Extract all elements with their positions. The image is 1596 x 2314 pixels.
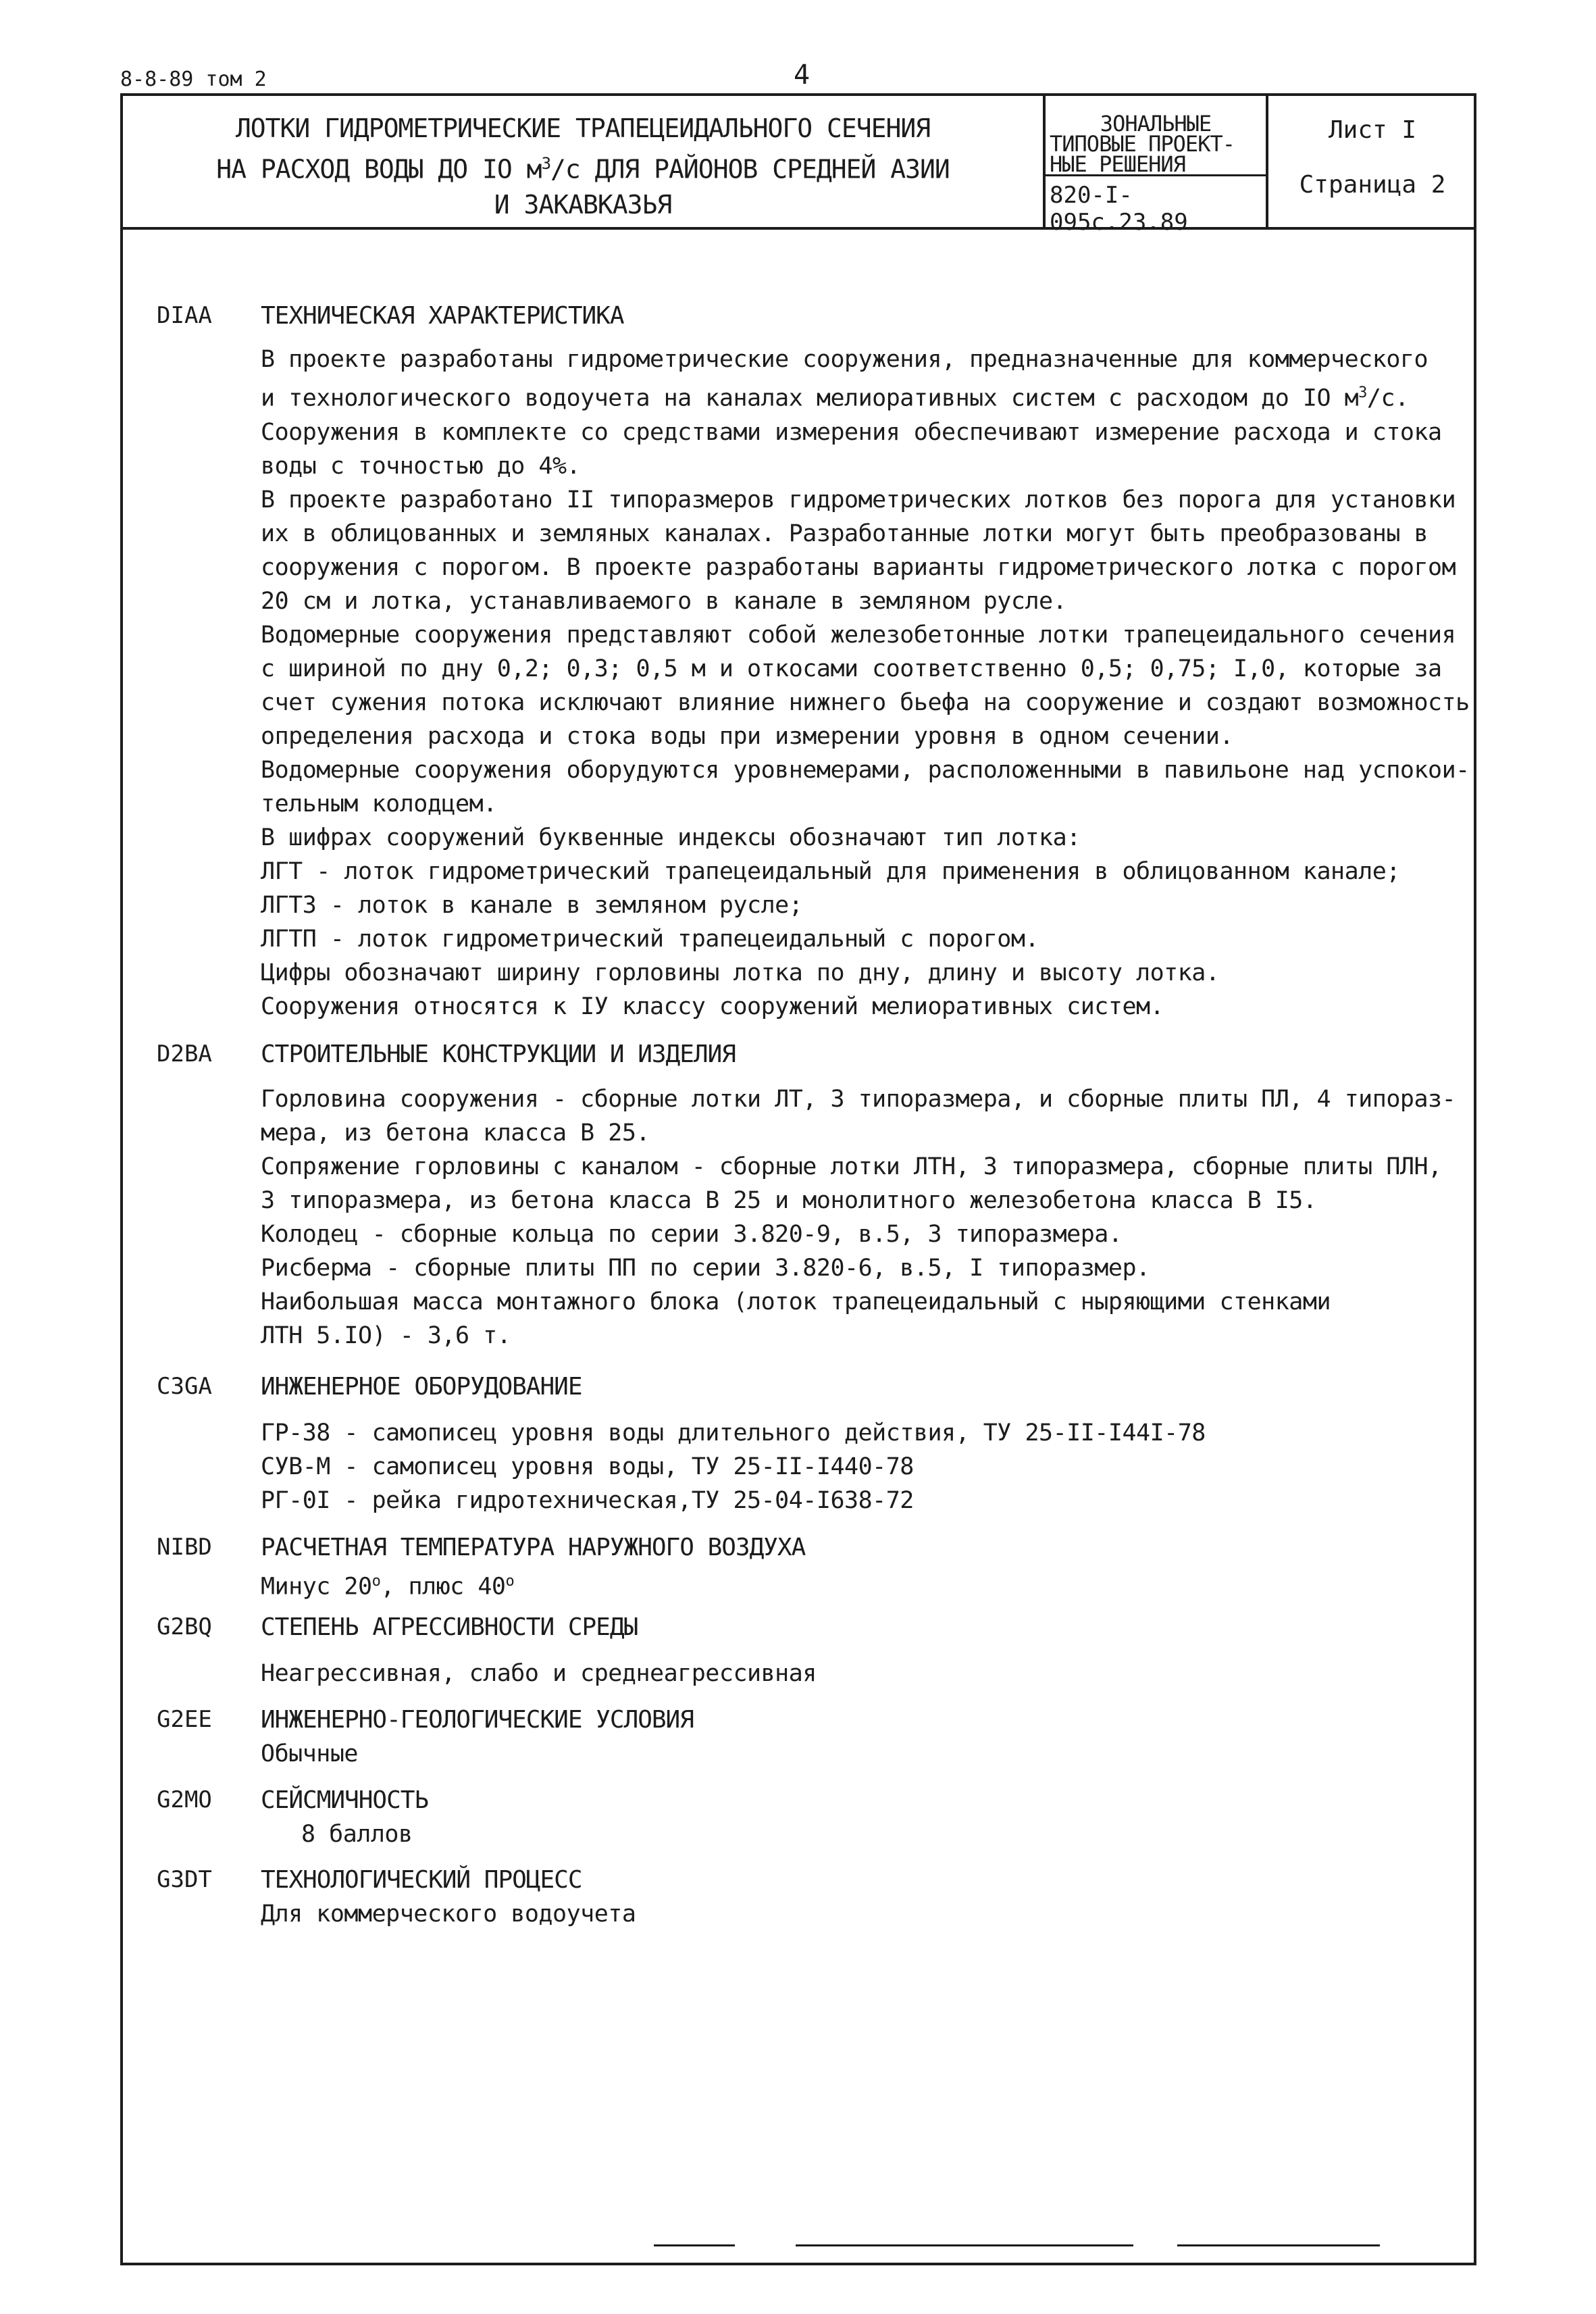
text-line: мера, из бетона класса В 25. [261, 1120, 650, 1147]
text-line: 3 типоразмера, из бетона класса В 25 и монолитного железобетона класса В I5. [261, 1187, 1317, 1214]
text-line: ЛГТ - лоток гидрометрический трапецеидальный для применения в облицованном канале; [261, 857, 1400, 885]
text-line: ГР-38 - самописец уровня воды длительного действия, ТУ 25-II-I44I-78 [261, 1419, 1206, 1447]
section-body [261, 1416, 1449, 1517]
text-line: ЛГТЗ - лоток в канале в земляном русле; [261, 891, 803, 919]
exponent: 3 [1358, 384, 1367, 401]
text-line: Наибольшая масса монтажного блока (лоток трапецеидальный с ныряющими стенками [261, 1288, 1331, 1315]
text-line: Сопряжение горловины с каналом - сборные лотки ЛТН, 3 типоразмера, сборные плиты ПЛН, [261, 1153, 1442, 1180]
text-line: РГ-0I - рейка гидротехническая,ТУ 25-04-I638-72 [261, 1487, 914, 1514]
text-line: Сооружения относятся к IУ классу сооружений мелиоративных систем. [261, 992, 1164, 1020]
section-heading: ИНЖЕНЕРНОЕ ОБОРУДОВАНИЕ [261, 1373, 582, 1401]
text-line: воды с точностью до 4%. [261, 452, 581, 480]
section-code: G3DT [157, 1866, 212, 1893]
section-code: NIBD [157, 1534, 212, 1561]
page-label: Страница 2 [1299, 171, 1446, 199]
section-body [261, 1082, 1456, 1353]
text-line: их в облицованных и земляных каналах. Разработанные лотки могут быть преобразованы в [261, 520, 1428, 547]
temperature-line [261, 1565, 1449, 1604]
title-line-2 [123, 146, 1043, 187]
section-heading: ТЕХНОЛОГИЧЕСКИЙ ПРОЦЕСС [261, 1866, 582, 1894]
title-block [123, 96, 1474, 236]
text-line-part: и технологического водоучета на каналах мелиоративных систем с расходом до IO м [261, 384, 1359, 412]
text-line: определения расхода и стока воды при измерении уровня в одном сечении. [261, 722, 1234, 750]
section-body [261, 1737, 1449, 1771]
text-line: Обычные [261, 1740, 359, 1767]
text-line: СУВ-М - самописец уровня воды, ТУ 25-II-I440-78 [261, 1453, 914, 1480]
zonal-line-1: ЗОНАЛЬНЫЕ [1100, 111, 1212, 136]
degree-sign: о [505, 1573, 515, 1590]
text-line: Колодец - сборные кольца по серии 3.820-9, в.5, 3 типоразмера. [261, 1221, 1123, 1248]
section-code: DIAA [157, 302, 212, 329]
zonal-line-2: ТИПОВЫЕ ПРОЕКТ- [1050, 131, 1235, 157]
section-body [261, 1657, 1449, 1690]
text-line: сооружения с порогом. В проекте разработаны варианты гидрометрического лотка с порогом [261, 553, 1456, 581]
text-line: 8 баллов [301, 1821, 413, 1848]
project-code: 820-I-095с.23.89 [1050, 182, 1188, 236]
temperature-minus: Минус 20 [261, 1573, 372, 1601]
zonal-line-3: НЫЕ РЕШЕНИЯ [1046, 154, 1266, 176]
text-line [261, 376, 1449, 416]
text-line: ЛТН 5.IO) - 3,6 т. [261, 1322, 511, 1349]
section-code: C3GA [157, 1373, 212, 1400]
section-heading: СТЕПЕНЬ АГРЕССИВНОСТИ СРЕДЫ [261, 1613, 638, 1641]
text-line-tail: /с. [1366, 384, 1409, 412]
document-title [123, 96, 1046, 227]
text-line: 20 см и лотка, устанавливаемого в канале в земляном русле. [261, 587, 1067, 615]
footer-dash [796, 2244, 1133, 2246]
text-line: Для коммерческого водоучета [261, 1901, 636, 1928]
document-frame [120, 93, 1476, 2265]
text-line: В проекте разработано II типоразмеров гидрометрических лотков без порога для установки [261, 486, 1456, 513]
text-line: с шириной по дну 0,2; 0,3; 0,5 м и откосами соответственно 0,5; 0,75; I,0, которые за [261, 655, 1442, 682]
title-exponent: 3 [541, 154, 551, 173]
text-line: тельным колодцем. [261, 790, 497, 818]
section-heading: СЕЙСМИЧНОСТЬ [261, 1786, 429, 1814]
section-body [261, 1817, 1449, 1851]
title-line-1: ЛОТКИ ГИДРОМЕТРИЧЕСКИЕ ТРАПЕЦЕИДАЛЬНОГО СЕЧЕНИЯ [235, 114, 931, 143]
sheet-box [1268, 96, 1476, 227]
sheet-label: Лист I [1328, 116, 1417, 144]
text-line: Цифры обозначают ширину горловины лотка по дну, длину и высоту лотка. [261, 959, 1220, 986]
title-line-3: И ЗАКАВКАЗЬЯ [494, 189, 672, 220]
footer-marks [120, 2235, 1476, 2255]
section-code: G2BQ [157, 1613, 212, 1640]
zonal-solutions-box [1046, 96, 1268, 236]
text-line: Сооружения в комплекте со средствами измерения обеспечивают измерение расхода и стока [261, 418, 1442, 446]
text-line: Водомерные сооружения оборудуются уровнемерами, расположенными в павильоне над успокои- [261, 756, 1470, 784]
text-line: Неагрессивная, слабо и среднеагрессивная [261, 1660, 817, 1687]
degree-sign: о [371, 1573, 381, 1590]
footer-dash [1177, 2244, 1380, 2246]
section-code: D2BA [157, 1040, 212, 1067]
text-line: ЛГТП - лоток гидрометрический трапецеидальный с порогом. [261, 925, 1039, 953]
temperature-plus: , плюс 40 [380, 1573, 506, 1601]
section-heading: РАСЧЕТНАЯ ТЕМПЕРАТУРА НАРУЖНОГО ВОЗДУХА [261, 1534, 806, 1561]
text-line: Горловина сооружения - сборные лотки ЛТ, 3 типоразмера, и сборные плиты ПЛ, 4 типораз- [261, 1086, 1456, 1113]
section-heading: ТЕХНИЧЕСКАЯ ХАРАКТЕРИСТИКА [261, 302, 624, 330]
text-line: Рисберма - сборные плиты ПП по серии 3.820-6, в.5, I типоразмер. [261, 1255, 1150, 1282]
text-line: В шифрах сооружений буквенные индексы обозначают тип лотка: [261, 824, 1081, 851]
section-code: G2EE [157, 1706, 212, 1733]
section-code: G2MO [157, 1786, 212, 1813]
section-heading: СТРОИТЕЛЬНЫЕ КОНСТРУКЦИИ И ИЗДЕЛИЯ [261, 1040, 736, 1068]
section-body [261, 343, 1470, 1024]
text-line: счет сужения потока исключают влияние нижнего бьефа на сооружение и создают возможность [261, 688, 1470, 716]
document-reference: 8-8-89 том 2 [120, 68, 267, 91]
footer-dash [654, 2244, 735, 2246]
section-body [261, 1565, 1449, 1604]
section-heading: ИНЖЕНЕРНО-ГЕОЛОГИЧЕСКИЕ УСЛОВИЯ [261, 1706, 694, 1734]
title-line-2-tail: /с ДЛЯ РАЙОНОВ СРЕДНЕЙ АЗИИ [550, 154, 950, 184]
title-line-2-text: НА РАСХОД ВОДЫ ДО IO м [216, 154, 542, 184]
text-line: В проекте разработаны гидрометрические сооружения, предназначенные для коммерческого [261, 346, 1428, 373]
section-body [261, 1897, 1449, 1931]
page-number: 4 [794, 59, 810, 91]
text-line: Водомерные сооружения представляют собой железобетонные лотки трапецеидального сечения [261, 621, 1456, 649]
